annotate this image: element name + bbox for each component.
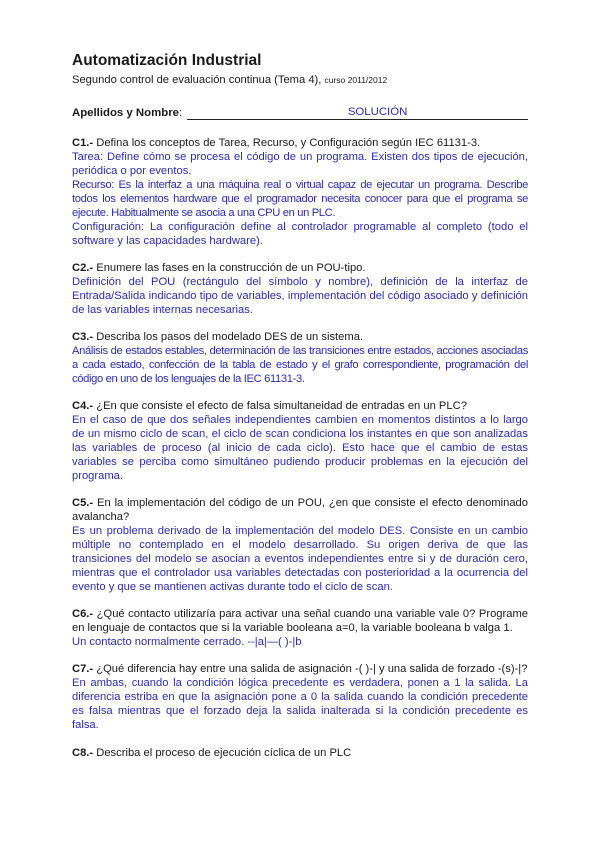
question-block-c7 (72, 662, 528, 732)
question-body: ¿En que consiste el efecto de falsa simultaneidad de entradas en un PLC? (96, 400, 467, 412)
question-body: Enumere las fases en la construcción de un POU-tipo. (96, 262, 366, 274)
question-number: C6.- (72, 608, 94, 620)
question-body: Defina los conceptos de Tarea, Recurso, y Configuración según IEC 61131-3. (96, 137, 481, 149)
question-text (72, 261, 528, 275)
question-block-c5 (72, 496, 528, 594)
question-text (72, 330, 528, 344)
name-field-label: Apellidos y Nombre (72, 107, 179, 119)
question-text (72, 496, 528, 524)
answer-text: Un contacto normalmente cerrado. --|a|—( )-|b (72, 636, 302, 648)
document-subtitle (72, 73, 528, 87)
document-title: Automatización Industrial (72, 52, 262, 69)
question-body: Describa los pasos del modelado DES de un sistema. (96, 331, 364, 343)
question-text (72, 399, 528, 413)
answer-text: En ambas, cuando la condición lógica precedente es verdadera, ponen a 1 la salida. La diferencia estriba en que la asignación pone a 0 la salida cuando la condición precedente es falsa mientras que el forzado deja la salida inalterada si la condición precedente es falsa. (72, 677, 528, 731)
answer-text: Recurso: Es la interfaz a una máquina real o virtual capaz de ejecutar un programa. Describe todos los elementos hardware que el programador necesita conocer para que el programa se ejecute. Habitualmente se asocia a una CPU en un PLC. (72, 179, 528, 219)
question-number: C3.- (72, 331, 94, 343)
question-number: C4.- (72, 400, 94, 412)
question-body: En la implementación del código de un POU, ¿en que consiste el efecto denominado avalancha? (72, 497, 528, 523)
answer-text: Tarea: Define cómo se procesa el código de un programa. Existen dos tipos de ejecución, periódica o por eventos. (72, 151, 528, 177)
answer-text: Análisis de estados estables, determinación de las transiciones entre estados, acciones asociadas a cada estado, confección de la tabla de estado y el grafo correspondiente, programación del código en uno de los lenguajes de la IEC 61131-3. (72, 345, 528, 385)
question-block-c1 (72, 136, 528, 248)
question-number: C5.- (72, 497, 94, 509)
question-text (72, 746, 528, 760)
name-field-value: SOLUCIÓN (347, 106, 408, 118)
name-field (187, 106, 528, 120)
question-text (72, 136, 528, 150)
question-block-c2 (72, 261, 528, 317)
question-body: ¿Qué contacto utilizaría para activar una señal cuando una variable vale 0? Programe en lenguaje de contactos que si la variable booleana a=0, la variable booleana b valga 1. (72, 608, 529, 634)
question-text (72, 607, 528, 635)
question-block-c3 (72, 330, 528, 386)
question-number: C8.- (72, 747, 94, 759)
subtitle-text: Segundo control de evaluación continua (Tema 4), (72, 74, 322, 86)
answer-text: Configuración: La configuración define al controlador programable al completo (todo el software y las capacidades hardware). (72, 221, 528, 247)
question-block-c4 (72, 399, 528, 483)
question-number: C2.- (72, 262, 94, 274)
question-number: C7.- (72, 663, 94, 675)
course-text: curso 2011/2012 (324, 75, 388, 85)
question-block-c8 (72, 746, 528, 760)
name-field-colon: : (178, 107, 183, 119)
question-block-c6 (72, 607, 528, 649)
name-field-row (72, 106, 528, 120)
document-page (72, 52, 528, 760)
question-text (72, 662, 528, 676)
question-body: Describa el proceso de ejecución cíclica de un PLC (96, 747, 352, 759)
question-body: ¿Qué diferencia hay entre una salida de asignación -( )-| y una salida de forzado -(s)-|? (96, 663, 528, 675)
answer-text: Definición del POU (rectángulo del símbolo y nombre), definición de la interfaz de Entrada/Salida indicando tipo de variables, implementación del código asociado y definición de las variables internas necesarias. (72, 276, 528, 316)
question-number: C1.- (72, 137, 94, 149)
answer-text: Es un problema derivado de la implementación del modelo DES. Consiste en un cambio múltiple no contemplado en el modelo desarrollado. Su origen deriva de que las transiciones del modelo se asocian a eventos independientes entre si y de duración cero, mientras que el controlador usa variables detectadas con posterioridad a la ocurrencia del evento y que se mantienen activas durante todo el ciclo de scan. (72, 525, 528, 593)
answer-text: En el caso de que dos señales independientes cambien en momentos distintos a lo largo de un mismo ciclo de scan, el ciclo de scan condiciona los instantes en que son analizadas las variables de proceso (al inicio de cada ciclo). Esto hace que el cambio de estas variables se perciba como simultáneo pudiendo producir problemas en la ejecución del programa. (72, 414, 528, 482)
